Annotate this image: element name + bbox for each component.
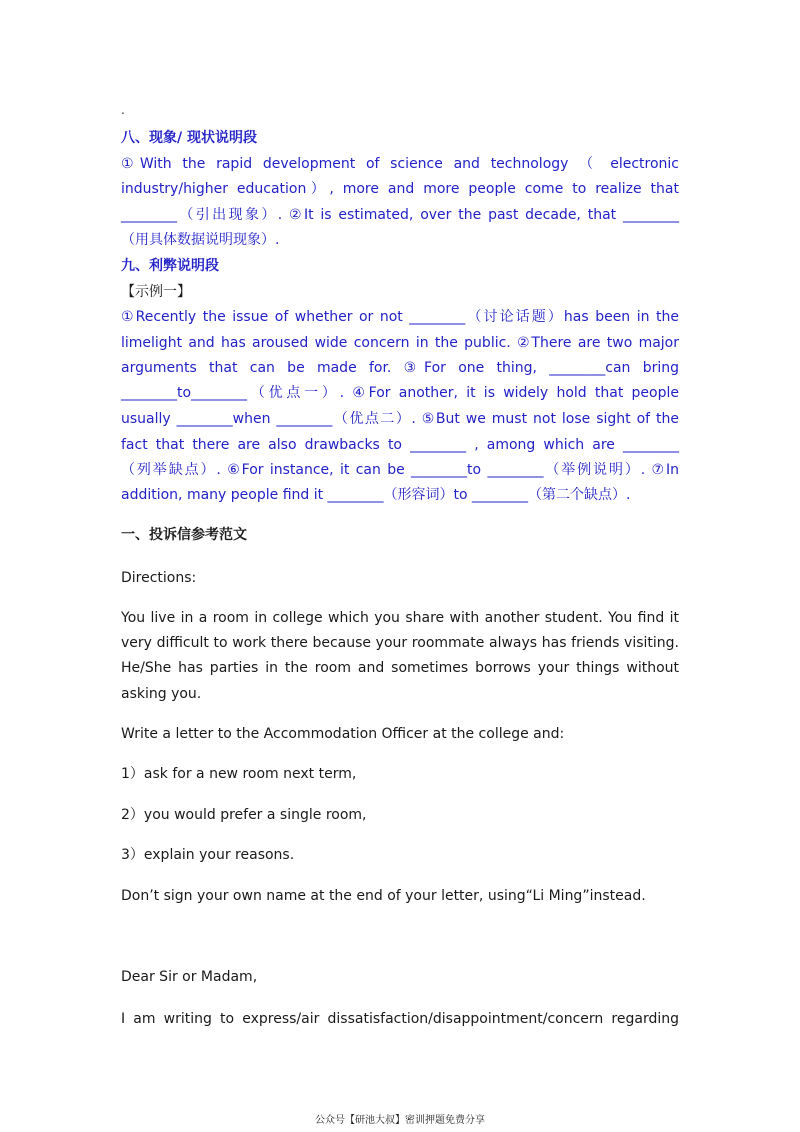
salutation: Dear Sir or Madam,: [121, 969, 258, 985]
directions-label: Directions:: [121, 570, 197, 586]
page-footer: 公众号【研池大叔】密训押题免费分享: [315, 1115, 485, 1126]
task-line: He/She has parties in the room and sometimes borrows your things without: [121, 660, 679, 676]
section8-line: ________（引出现象）. ②It is estimated, over the past decade, that ________: [121, 207, 679, 223]
section9-line: limelight and has aroused wide concern in the public. ②There are two major: [121, 335, 679, 351]
section8-line: （用具体数据说明现象）.: [121, 232, 280, 248]
example-label: 【示例一】: [121, 284, 191, 300]
section8-line: industry/higher education）, more and more people come to realize that: [121, 181, 679, 197]
section9-line: usually ________when ________（优点二）. ⑤But we must not lose sight of the: [121, 411, 679, 427]
instruction-line: Write a letter to the Accommodation Officer at the college and:: [121, 726, 565, 742]
task-line: asking you.: [121, 686, 202, 702]
point-item: 2）you would prefer a single room,: [121, 807, 367, 823]
leading-mark: .: [121, 103, 125, 117]
section9-line: addition, many people find it ________（形容词）to ________（第二个缺点）.: [121, 487, 631, 503]
section9-line: arguments that can be made for. ③For one thing, ________can bring: [121, 360, 679, 376]
opening-line: I am writing to express/air dissatisfaction/disappointment/concern regarding: [121, 1011, 679, 1027]
section9-line: ________to________（优点一）. ④For another, it is widely hold that people: [121, 385, 679, 401]
section1-heading: 一、投诉信参考范文: [121, 527, 247, 543]
section9-line: （列举缺点）. ⑥For instance, it can be ________to ________（举例说明）. ⑦In: [121, 462, 679, 478]
task-line: You live in a room in college which you share with another student. You find it: [121, 610, 679, 626]
point-item: 3）explain your reasons.: [121, 847, 295, 863]
section9-heading: 九、利弊说明段: [121, 258, 219, 274]
section8-heading: 八、现象/ 现状说明段: [121, 130, 257, 146]
section8-line: ①With the rapid development of science and technology （ electronic: [121, 156, 679, 172]
section9-line: fact that there are also drawbacks to ________ , among which are ________: [121, 437, 679, 453]
section9-line: ①Recently the issue of whether or not ________（讨论话题）has been in the: [121, 309, 679, 325]
point-item: 1）ask for a new room next term,: [121, 766, 357, 782]
note-line: Don’t sign your own name at the end of your letter, using“Li Ming”instead.: [121, 888, 646, 904]
task-line: very difficult to work there because your roommate always has friends visiting.: [121, 635, 679, 651]
